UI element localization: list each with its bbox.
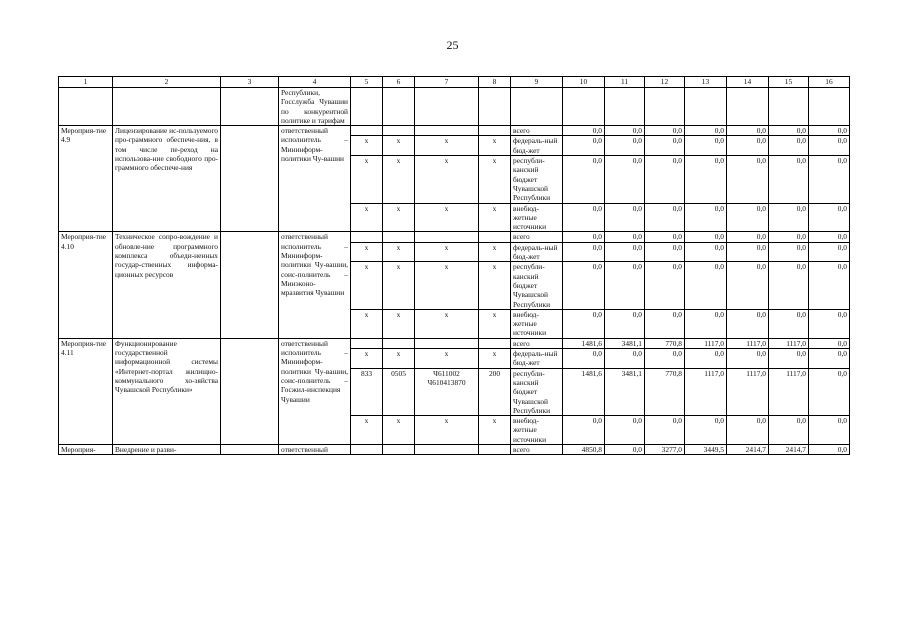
event-name-cell: Внедрение и разви- [113,444,221,454]
code-cell: х [383,156,415,203]
code-cell: х [479,349,511,369]
code-cell: х [479,416,511,445]
value-cell: 0,0 [769,126,809,136]
value-cell: 0,0 [605,262,645,309]
code-cell [415,444,479,454]
code-cell: х [351,203,383,232]
value-cell: 0,0 [685,232,727,242]
value-cell: 0,0 [769,242,809,262]
value-cell: 0,0 [685,136,727,156]
cell-empty [113,88,221,126]
cell-empty [351,88,383,126]
executor-cell: ответственный исполнитель – Мининформ-политики Чу-вашии, соис-полнитель – Минэконо-мразвития Чувашии [279,232,351,338]
code-cell: х [351,156,383,203]
value-cell: 1117,0 [769,368,809,415]
value-cell: 0,0 [563,349,605,369]
value-cell: 0,0 [809,416,850,445]
code-cell: х [415,416,479,445]
value-cell: 0,0 [563,309,605,338]
code-cell [415,126,479,136]
code-cell [479,126,511,136]
code-cell: х [479,262,511,309]
value-cell: 0,0 [645,262,685,309]
code-cell [479,338,511,348]
event-name-cell: Функционирование государственной информационной системы «Интернет-портал жилищно-коммунального хо-зяйства Чувашской Республики» [113,338,221,444]
table-body [59,88,850,455]
cell-empty [563,88,605,126]
value-cell: 3449,5 [685,444,727,454]
table-row [59,126,850,136]
value-cell: 0,0 [563,262,605,309]
value-cell: 0,0 [645,136,685,156]
code-cell: х [383,309,415,338]
column-header-5: 5 [351,77,383,88]
code-cell: 0505 [383,368,415,415]
cell-empty [727,88,769,126]
code-cell [351,338,383,348]
value-cell: 0,0 [727,156,769,203]
value-cell: 0,0 [809,126,850,136]
value-cell: 0,0 [727,309,769,338]
cell-empty [479,88,511,126]
column-header-10: 10 [563,77,605,88]
value-cell: 0,0 [809,242,850,262]
cell-empty [59,88,113,126]
column-header-9: 9 [511,77,563,88]
code-cell: 833 [351,368,383,415]
cell-empty [221,88,279,126]
code-cell: х [351,416,383,445]
funding-source-cell: внебюд-жетные источники [511,309,563,338]
funding-source-cell: всего [511,232,563,242]
value-cell: 0,0 [563,156,605,203]
value-cell: 1481,6 [563,368,605,415]
value-cell: 4850,8 [563,444,605,454]
table-row-last [59,444,850,454]
funding-source-cell: всего [511,444,563,454]
value-cell: 0,0 [727,262,769,309]
value-cell: 0,0 [809,232,850,242]
value-cell: 0,0 [605,126,645,136]
header-row [59,77,850,88]
code-cell: х [479,242,511,262]
funding-source-cell: внебюд-жетные источники [511,203,563,232]
code-cell: х [351,262,383,309]
value-cell: 0,0 [727,416,769,445]
code-cell: х [415,136,479,156]
funding-source-cell: федераль-ный бюд-жет [511,136,563,156]
value-cell: 0,0 [605,232,645,242]
cell-empty [645,88,685,126]
value-cell: 0,0 [769,349,809,369]
value-cell: 0,0 [809,262,850,309]
value-cell: 0,0 [563,136,605,156]
value-cell: 770,8 [645,338,685,348]
code-cell: х [383,242,415,262]
value-cell: 0,0 [727,136,769,156]
column-header-3: 3 [221,77,279,88]
value-cell: 0,0 [563,242,605,262]
code-cell [383,338,415,348]
value-cell: 0,0 [685,242,727,262]
value-cell: 0,0 [645,242,685,262]
code-cell: х [383,349,415,369]
funding-source-cell: республи-канский бюджет Чувашской Республики [511,262,563,309]
code-cell [351,232,383,242]
event-name-cell: Техническое сопро-вождение и обновле-ние программного комплекса объеди-ненных государ-ственных информа-ционных ресурсов [113,232,221,338]
value-cell: 0,0 [727,242,769,262]
value-cell: 0,0 [563,416,605,445]
value-cell: 0,0 [727,203,769,232]
value-cell: 0,0 [769,203,809,232]
value-cell: 1117,0 [769,338,809,348]
code-cell [383,232,415,242]
table-row-carryover [59,88,850,126]
code-cell [479,232,511,242]
value-cell: 0,0 [605,136,645,156]
cell-empty [511,88,563,126]
code-cell: Ч611002 Ч610413870 [415,368,479,415]
table-row [59,338,850,348]
event-id-cell: Мероприя- [59,444,113,454]
column-header-14: 14 [727,77,769,88]
code-cell [415,338,479,348]
column-header-2: 2 [113,77,221,88]
col3-cell [221,232,279,338]
value-cell: 1117,0 [727,338,769,348]
code-cell: х [479,309,511,338]
code-cell: х [383,203,415,232]
value-cell: 0,0 [809,338,850,348]
value-cell: 0,0 [645,349,685,369]
code-cell: х [479,203,511,232]
value-cell: 0,0 [605,203,645,232]
value-cell: 0,0 [769,309,809,338]
code-cell: х [415,309,479,338]
funding-source-cell: республи-канский бюджет Чувашской Республики [511,156,563,203]
executor-cell: ответственный исполнитель – Мининформ-политики Чу-вашии [279,126,351,232]
event-id-cell: Мероприя-тие 4.10 [59,232,113,338]
value-cell: 0,0 [685,262,727,309]
code-cell: х [351,136,383,156]
value-cell: 3481,1 [605,338,645,348]
column-header-6: 6 [383,77,415,88]
value-cell: 0,0 [809,444,850,454]
code-cell: х [351,349,383,369]
event-name-cell: Лицензирование ис-пользуемого про-граммного обеспече-ния, в том числе пе-реход на использова-ние свободного про-граммного обеспече-ния [113,126,221,232]
cell-empty [685,88,727,126]
value-cell: 0,0 [605,349,645,369]
code-cell: х [351,309,383,338]
value-cell: 0,0 [605,444,645,454]
column-header-11: 11 [605,77,645,88]
budget-table [58,76,850,455]
code-cell: х [383,262,415,309]
column-header-8: 8 [479,77,511,88]
value-cell: 0,0 [769,156,809,203]
funding-source-cell: всего [511,126,563,136]
value-cell: 0,0 [727,126,769,136]
col3-cell [221,338,279,444]
value-cell: 0,0 [563,232,605,242]
value-cell: 0,0 [727,232,769,242]
column-header-16: 16 [809,77,850,88]
executor-cell: ответственный [279,444,351,454]
code-cell: х [351,242,383,262]
value-cell: 0,0 [809,203,850,232]
value-cell: 0,0 [769,416,809,445]
value-cell: 0,0 [685,309,727,338]
value-cell: 1117,0 [685,338,727,348]
cell-empty [383,88,415,126]
column-header-12: 12 [645,77,685,88]
value-cell: 0,0 [605,242,645,262]
executor-cell: ответственный исполнитель – Мининформ-политики Чу-вашии, соис-полнитель – Госжил-инспекция Чувашии [279,338,351,444]
value-cell: 0,0 [727,349,769,369]
value-cell: 0,0 [809,368,850,415]
code-cell: х [415,203,479,232]
value-cell: 0,0 [769,262,809,309]
col3-cell [221,444,279,454]
value-cell: 0,0 [605,309,645,338]
funding-source-cell: федераль-ный бюд-жет [511,242,563,262]
value-cell: 770,8 [645,368,685,415]
value-cell: 0,0 [563,126,605,136]
code-cell: х [479,156,511,203]
value-cell: 0,0 [645,309,685,338]
value-cell: 0,0 [645,156,685,203]
value-cell: 0,0 [605,156,645,203]
code-cell: х [383,416,415,445]
code-cell [415,232,479,242]
funding-source-cell: республи-канский бюджет Чувашской Республики [511,368,563,415]
col3-cell [221,126,279,232]
value-cell: 1117,0 [727,368,769,415]
code-cell: х [479,136,511,156]
value-cell: 3277,0 [645,444,685,454]
value-cell: 2414,7 [769,444,809,454]
value-cell: 0,0 [563,203,605,232]
cell-empty [769,88,809,126]
value-cell: 0,0 [685,203,727,232]
value-cell: 0,0 [685,349,727,369]
value-cell: 0,0 [605,416,645,445]
value-cell: 0,0 [685,126,727,136]
code-cell [351,126,383,136]
cell-empty [605,88,645,126]
funding-source-cell: всего [511,338,563,348]
value-cell: 0,0 [809,156,850,203]
funding-source-cell: федераль-ный бюд-жет [511,349,563,369]
value-cell: 0,0 [769,232,809,242]
executor-cell: Республики, Госслужба Чувашии по конкурентной политике и тарифам [279,88,351,126]
column-header-13: 13 [685,77,727,88]
table-row [59,232,850,242]
value-cell: 0,0 [685,416,727,445]
code-cell: х [415,262,479,309]
value-cell: 0,0 [645,232,685,242]
value-cell: 0,0 [809,309,850,338]
code-cell [383,126,415,136]
value-cell: 1117,0 [685,368,727,415]
value-cell: 0,0 [809,349,850,369]
code-cell [351,444,383,454]
value-cell: 2414,7 [727,444,769,454]
code-cell: 200 [479,368,511,415]
value-cell: 0,0 [645,203,685,232]
cell-empty [415,88,479,126]
value-cell: 0,0 [809,136,850,156]
event-id-cell: Мероприя-тие 4.9 [59,126,113,232]
column-header-4: 4 [279,77,351,88]
column-header-7: 7 [415,77,479,88]
value-cell: 0,0 [645,126,685,136]
code-cell: х [415,349,479,369]
value-cell: 0,0 [769,136,809,156]
code-cell [383,444,415,454]
code-cell: х [415,242,479,262]
column-header-15: 15 [769,77,809,88]
code-cell [479,444,511,454]
event-id-cell: Мероприя-тие 4.11 [59,338,113,444]
value-cell: 3481,1 [605,368,645,415]
funding-source-cell: внебюд-жетные источники [511,416,563,445]
value-cell: 0,0 [645,416,685,445]
value-cell: 1481,6 [563,338,605,348]
code-cell: х [415,156,479,203]
code-cell: х [383,136,415,156]
column-header-1: 1 [59,77,113,88]
value-cell: 0,0 [685,156,727,203]
page-number: 25 [446,38,459,52]
cell-empty [809,88,850,126]
